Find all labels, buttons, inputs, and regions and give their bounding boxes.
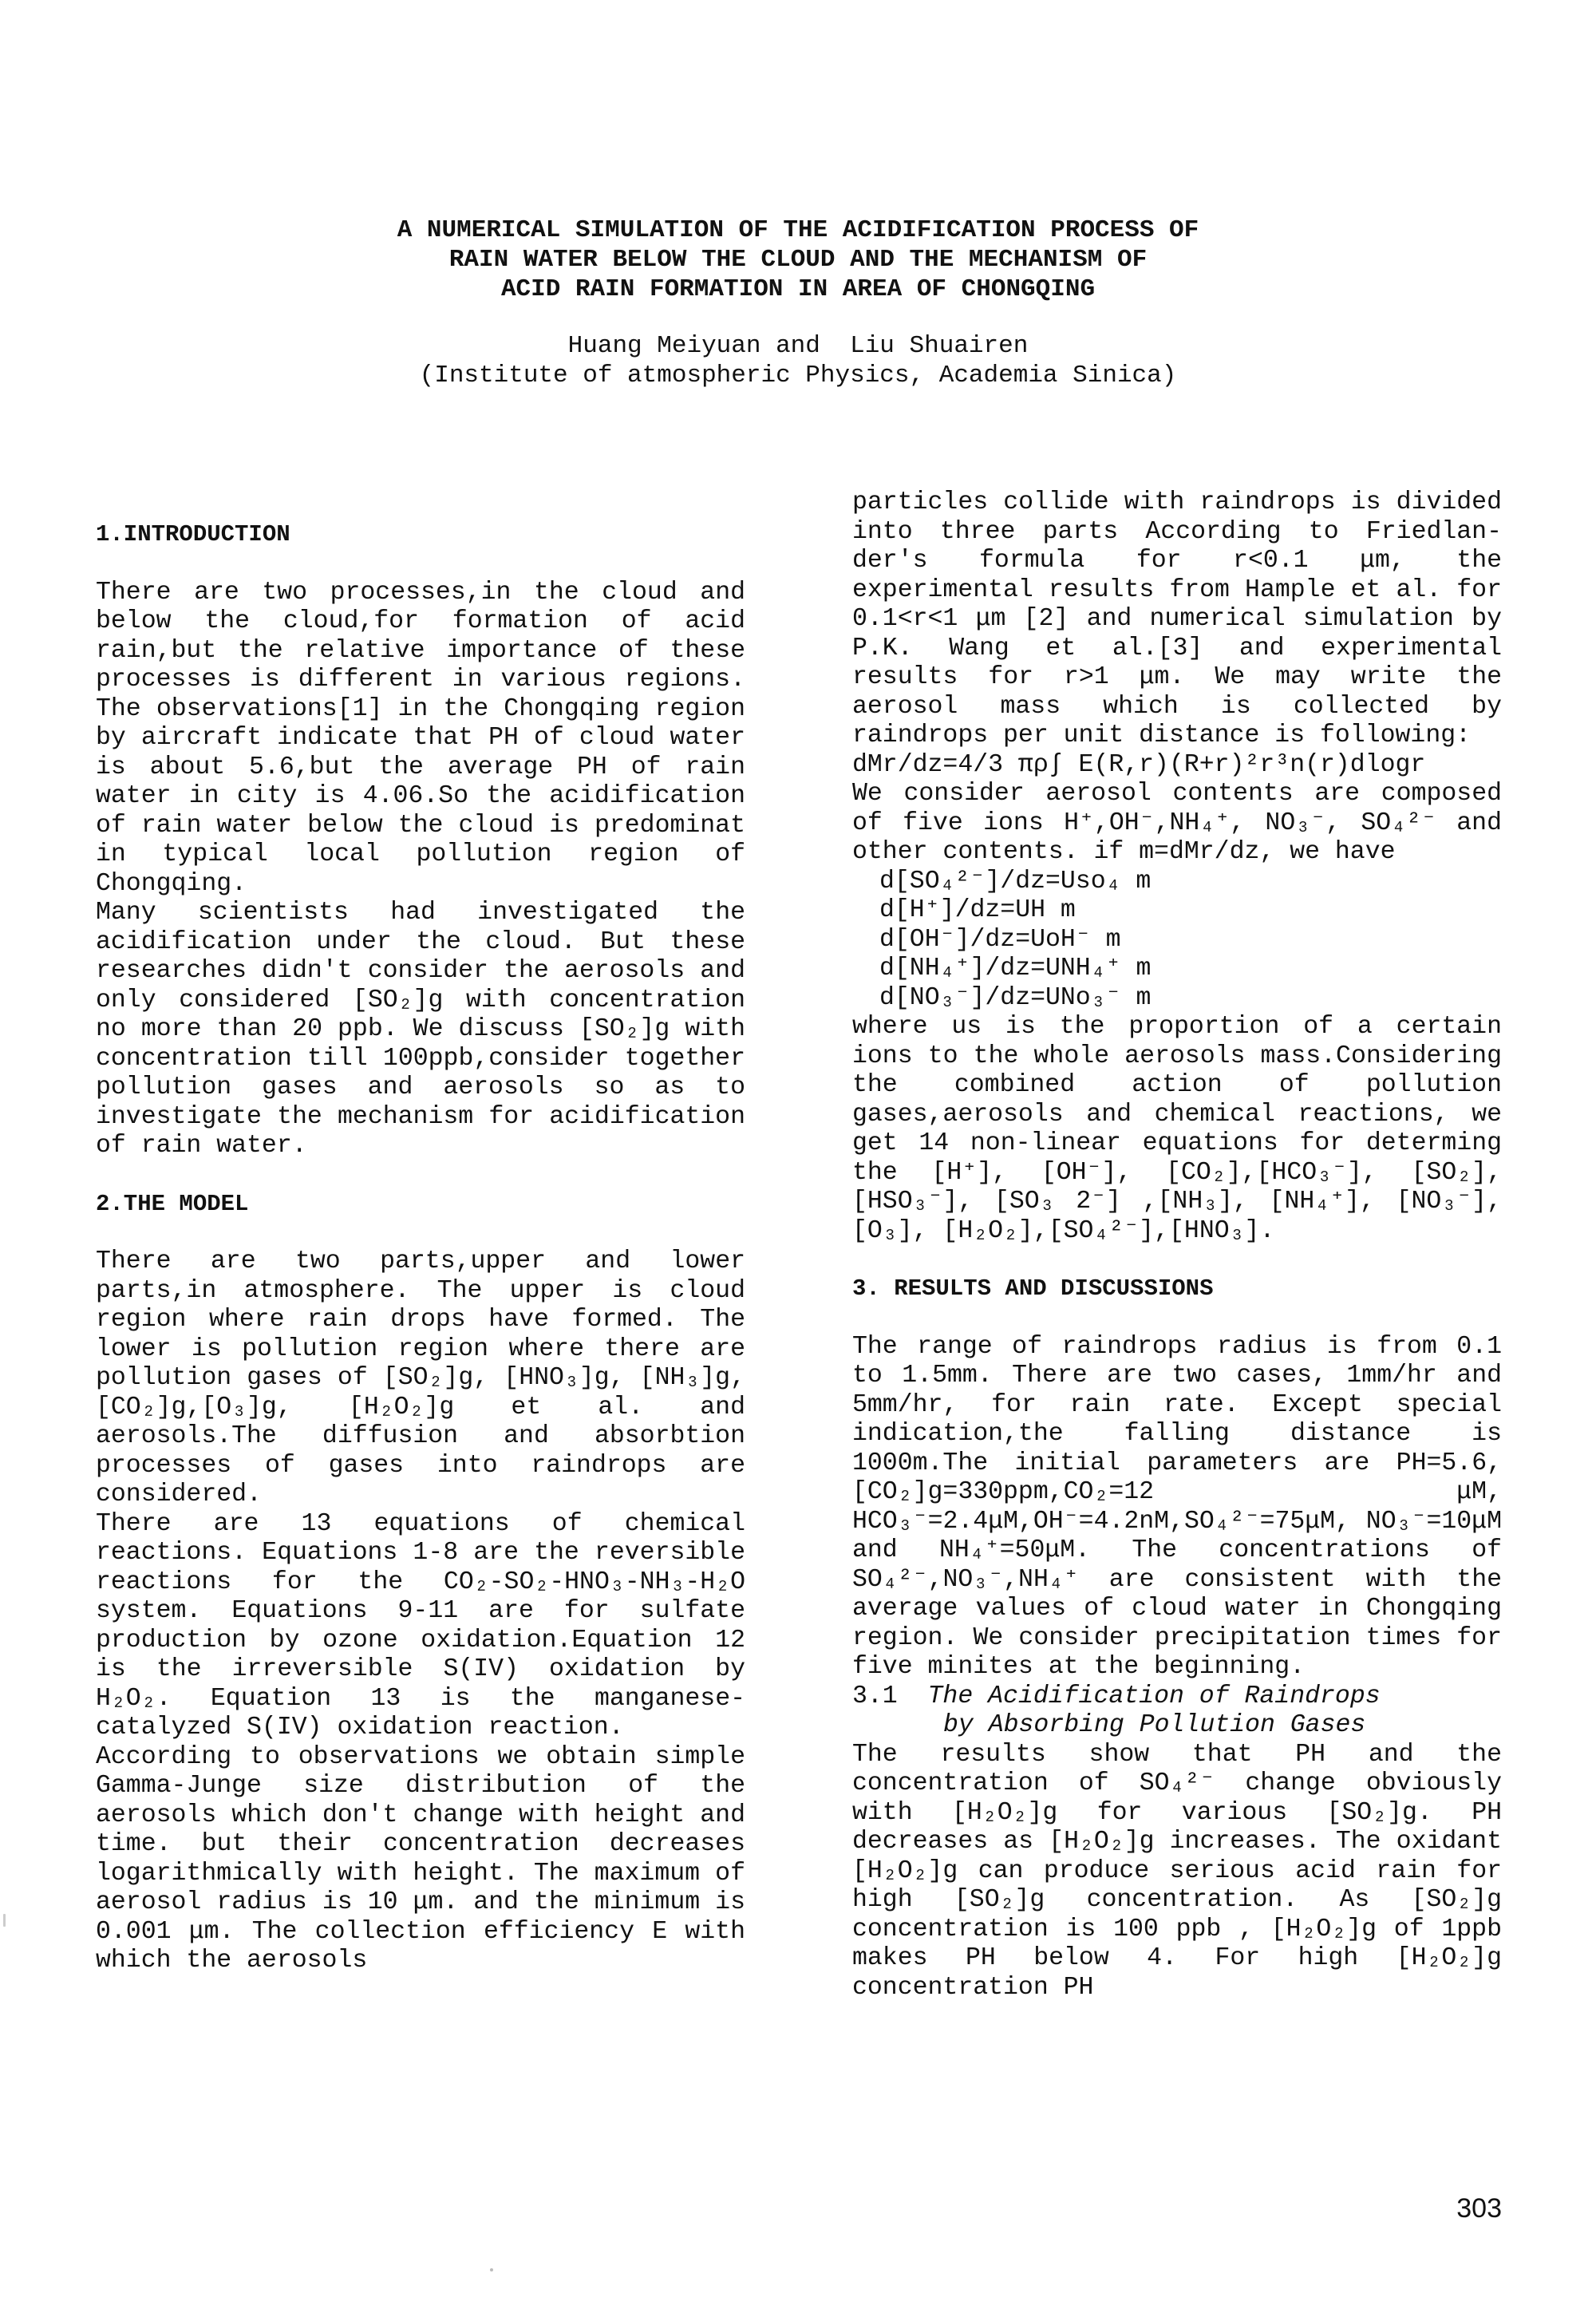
- paragraph: The results show that PH and the concentration of SO₄²⁻ change obviously with [H₂O₂]g for various [SO₂]g. PH decreases as [H₂O₂]g increases. The oxidant [H₂O₂]g can produce serious acid rain for high [SO₂]g concentration. As [SO₂]g concentration is 100 ppb , [H₂O₂]g of 1ppb makes PH below 4. For high [H₂O₂]g concentration PH: [852, 1740, 1502, 2002]
- left-column: [96, 520, 745, 1976]
- section-heading-results: 3. RESULTS AND DISCUSSIONS: [852, 1275, 1214, 1302]
- equation: d[SO₄²⁻]/dz=Uso₄ m: [879, 867, 1152, 895]
- equation: d[H⁺]/dz=UH m: [879, 896, 1076, 924]
- paragraph: We consider aerosol contents are composed of five ions H⁺,OH⁻,NH₄⁺, NO₃⁻, SO₄²⁻ and other contents. if m=dMr/dz, we have: [852, 780, 1502, 866]
- paragraph: There are two processes,in the cloud and below the cloud,for formation of acid rain,but the relative importance of these processes is different in various regions. The observations[1] in the Chongqing region by aircraft indicate that PH of cloud water is about 5.6,but the average PH of rain water in city is 4.06.So the acidification of rain water below the cloud is predominat in typical local pollution region of Chongqing.: [96, 578, 745, 898]
- paragraph: The range of raindrops radius is from 0.1 to 1.5mm. There are two cases, 1mm/hr and 5mm/hr, for rain rate. Except special indication,the falling distance is 1000m.The initial parameters are PH=5.6, [CO₂]g=330ppm,CO₂=12 μM, HCO₃⁻=2.4μM,OH⁻=4.2nM,SO₄²⁻=75μM, NO₃⁻=10μM and NH₄⁺=50μM. The concentrations of SO₄²⁻,NO₃⁻,NH₄⁺ are consistent with the average values of cloud water in Chongqing region. We consider precipitation times for five minites at the beginning.: [852, 1332, 1502, 1681]
- subsection-heading-cont: [852, 1711, 1502, 1741]
- paragraph: There are 13 equations of chemical reactions. Equations 1-8 are the reversible reactions for the CO₂-SO₂-HNO₃-NH₃-H₂O system. Equations 9-11 are for sulfate production by ozone oxidation.Equation 12 is the irreversible S(IV) oxidation by H₂O₂. Equation 13 is the manganese-catalyzed S(IV) oxidation reaction.: [96, 1509, 745, 1742]
- paragraph: Many scientists had investigated the acidification under the cloud. But these researches didn't consider the aerosols and only considered [SO₂]g with concentration no more than 20 ppb. We discuss [SO₂]g with concentration till 100ppb,consider together pollution gases and aerosols so as to investigate the mechanism for acidification of rain water.: [96, 899, 745, 1160]
- paragraph: where us is the proportion of a certain ions to the whole aerosols mass.Considering the combined action of pollution gases,aerosols and chemical reactions, we get 14 non-linear equations for determing the [H⁺], [OH⁻], [CO₂],[HCO₃⁻], [SO₂], [HSO₃⁻], [SO₃ 2⁻] ,[NH₃], [NH₄⁺], [NO₃⁻], [O₃], [H₂O₂],[SO₄²⁻],[HNO₃].: [852, 1013, 1502, 1245]
- authors: Huang Meiyuan and Liu Shuairen: [567, 332, 1029, 360]
- title-line: RAIN WATER BELOW THE CLOUD AND THE MECHANISM OF: [448, 246, 1148, 274]
- title-line: ACID RAIN FORMATION IN AREA OF CHONGQING: [500, 275, 1096, 303]
- paragraph: particles collide with raindrops is divided into three parts According to Friedlan-der's formula for r<0.1 μm, the experimental results from Hample et al. for 0.1<r<1 μm [2] and numerical simulation by P.K. Wang et al.[3] and experimental results for r>1 μm. We may write the aerosol mass which is collected by raindrops per unit distance is following:: [852, 488, 1502, 749]
- affiliation: (Institute of atmospheric Physics, Academia Sinica): [419, 362, 1177, 389]
- formula-mass: dMr/dz=4/3 πρ∫ E(R,r)(R+r)²r³n(r)dlogr: [852, 750, 1426, 779]
- subsection-heading: [852, 1682, 1502, 1712]
- paper-title: [0, 215, 1596, 304]
- paper-header: [0, 215, 1596, 390]
- title-line: A NUMERICAL SIMULATION OF THE ACIDIFICATION PROCESS OF: [397, 216, 1199, 244]
- subsection-title-line: by Absorbing Pollution Gases: [943, 1711, 1366, 1739]
- equation: d[NO₃⁻]/dz=UNo₃⁻ m: [879, 983, 1152, 1012]
- scan-speck: [490, 2268, 493, 2271]
- section-heading-introduction: 1.INTRODUCTION: [96, 521, 290, 548]
- page-number: 303: [1456, 2193, 1502, 2224]
- author-block: [0, 331, 1596, 390]
- paragraph: There are two parts,upper and lower parts,in atmosphere. The upper is cloud region where rain drops have formed. The lower is pollution region where there are pollution gases of [SO₂]g, [HNO₃]g, [NH₃]g, [CO₂]g,[O₃]g, [H₂O₂]g et al. and aerosols.The diffusion and absorbtion processes of gases into raindrops are considered.: [96, 1247, 745, 1508]
- section-heading-model: 2.THE MODEL: [96, 1190, 249, 1217]
- equation: d[OH⁻]/dz=UoH⁻ m: [879, 925, 1121, 954]
- scan-speck: [3, 1914, 6, 1927]
- paragraph: According to observations we obtain simple Gamma-Junge size distribution of the aerosols which don't change with height and time. but their concentration decreases logarithmically with height. The maximum of aerosol radius is 10 μm. and the minimum is 0.001 μm. The collection efficiency E with which the aerosols: [96, 1742, 745, 1975]
- right-column: [852, 488, 1502, 2003]
- equation: d[NH₄⁺]/dz=UNH₄⁺ m: [879, 955, 1152, 982]
- subsection-number: 3.1: [852, 1682, 898, 1710]
- subsection-title-line: The Acidification of Raindrops: [927, 1682, 1381, 1710]
